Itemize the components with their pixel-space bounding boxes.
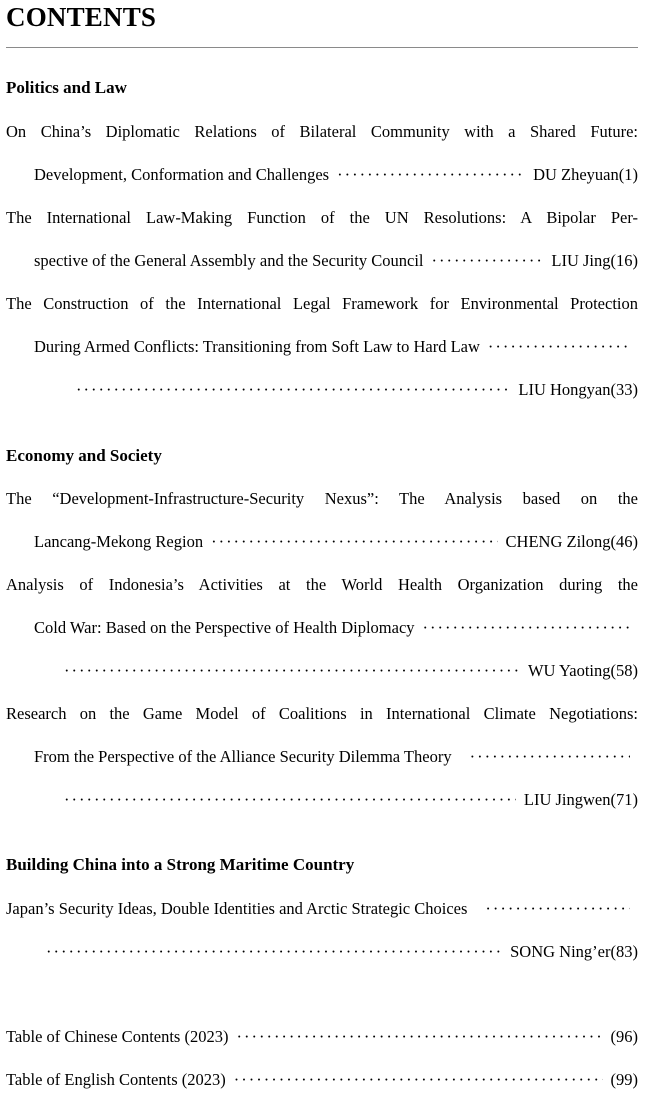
entry-page-number: (83) xyxy=(610,942,638,961)
toc-entry-continuation[interactable] xyxy=(64,788,638,812)
entry-title-line: Japan’s Security Ideas, Double Identities and Arctic Strategic Choices xyxy=(6,899,468,918)
entry-title-line[interactable]: The International Law-Making Function of the UN Resolutions: A Bipolar Per- xyxy=(6,208,638,227)
entry-title-line: Cold War: Based on the Perspective of Health Diplomacy xyxy=(34,618,415,637)
entry-author: LIU Jing xyxy=(551,251,611,270)
dot-leader xyxy=(76,378,510,402)
toc-entry-continuation[interactable] xyxy=(64,659,638,683)
dot-leader xyxy=(64,788,516,812)
section-heading: Politics and Law xyxy=(6,78,127,97)
entry-title-line[interactable]: The “Development-Infrastructure-Security Nexus”: The Analysis based on the xyxy=(6,489,638,508)
entry-author: LIU Hongyan xyxy=(518,380,611,399)
entry-page-number: (33) xyxy=(610,380,638,399)
dot-leader xyxy=(470,745,630,769)
entry-page-number: (71) xyxy=(610,790,638,809)
toc-entry[interactable] xyxy=(34,616,638,640)
entry-page-number: (1) xyxy=(618,165,638,184)
annual-table-entry[interactable] xyxy=(6,1025,638,1049)
section-heading: Economy and Society xyxy=(6,446,162,465)
entry-author: WU Yaoting xyxy=(527,661,611,680)
entry-page-number: (58) xyxy=(610,661,638,680)
entry-title-line: During Armed Conflicts: Transitioning from Soft Law to Hard Law xyxy=(34,337,480,356)
dot-leader xyxy=(234,1068,603,1092)
dot-leader xyxy=(211,530,497,554)
annual-table-entry[interactable] xyxy=(6,1068,638,1092)
entry-author: DU Zheyuan xyxy=(533,165,619,184)
entry-title-line[interactable]: Analysis of Indonesia’s Activities at the World Health Organization during the xyxy=(6,575,638,594)
dot-leader xyxy=(431,249,543,273)
dot-leader xyxy=(236,1025,602,1049)
dot-leader xyxy=(488,335,630,359)
toc-entry[interactable] xyxy=(6,897,638,921)
entry-page-number: (46) xyxy=(610,532,638,551)
dot-leader xyxy=(46,940,502,964)
entry-title-line[interactable]: The Construction of the International Legal Framework for Environmental Protection xyxy=(6,294,638,313)
toc-entry-continuation[interactable] xyxy=(46,940,638,964)
entry-page-number: (96) xyxy=(610,1027,638,1046)
entry-title-line: From the Perspective of the Alliance Security Dilemma Theory xyxy=(34,747,452,766)
dot-leader xyxy=(485,897,630,921)
entry-title-line: Lancang-Mekong Region xyxy=(34,532,204,551)
toc-entry[interactable] xyxy=(34,163,638,187)
entry-title-line: spective of the General Assembly and the Security Council xyxy=(34,251,424,270)
dot-leader xyxy=(337,163,525,187)
toc-entry[interactable] xyxy=(34,530,638,554)
section-heading: Building China into a Strong Maritime Country xyxy=(6,855,355,874)
entry-title-line: Development, Conformation and Challenges xyxy=(34,165,330,184)
toc-entry[interactable] xyxy=(34,249,638,273)
toc-entry[interactable] xyxy=(34,745,638,769)
title-divider xyxy=(6,47,638,48)
entry-title-line[interactable]: On China’s Diplomatic Relations of Bilateral Community with a Shared Future: xyxy=(6,122,638,141)
entry-page-number: (16) xyxy=(610,251,638,270)
entry-author: CHENG Zilong xyxy=(505,532,611,551)
table-label: Table of English Contents (2023) xyxy=(6,1070,226,1089)
page-title: CONTENTS xyxy=(6,2,157,32)
entry-author: LIU Jingwen xyxy=(523,790,611,809)
table-label: Table of Chinese Contents (2023) xyxy=(6,1027,229,1046)
dot-leader xyxy=(64,659,520,683)
entry-page-number: (99) xyxy=(610,1070,638,1089)
entry-title-line[interactable]: Research on the Game Model of Coalitions in International Climate Negotiations: xyxy=(6,704,638,723)
toc-entry-continuation[interactable] xyxy=(64,378,638,402)
dot-leader xyxy=(423,616,630,640)
entry-author: SONG Ning’er xyxy=(510,942,611,961)
toc-entry[interactable] xyxy=(34,335,638,359)
